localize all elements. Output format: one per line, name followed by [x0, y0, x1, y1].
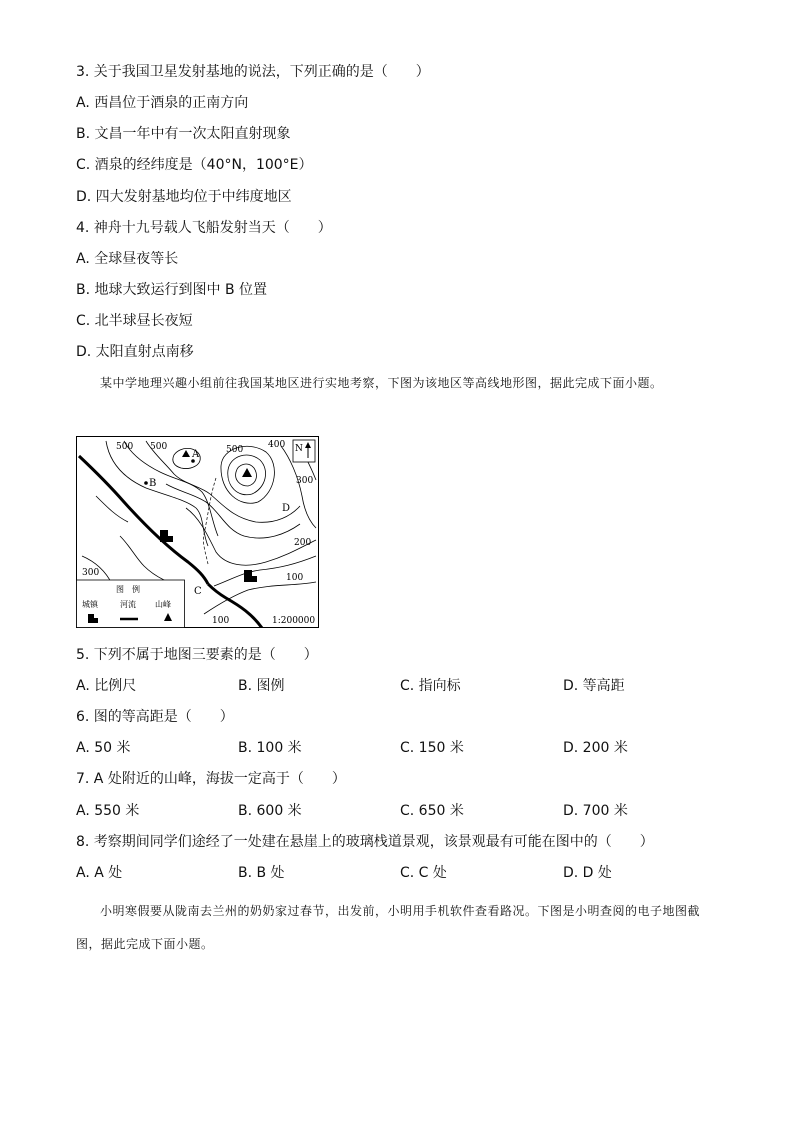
- point-b-label: B: [149, 478, 157, 489]
- q7-option-b: B. 600 米: [238, 803, 302, 819]
- legend-title: 图 例: [116, 585, 140, 594]
- q3-option-b: B. 文昌一年中有一次太阳直射现象: [76, 126, 291, 142]
- q4-stem: 4. 神舟十九号载人飞船发射当天（ ）: [76, 220, 332, 236]
- intro-paragraph-1: 某中学地理兴趣小组前往我国某地区进行实地考察，下图为该地区等高线地形图，据此完成下面小题。: [100, 376, 663, 390]
- q8-stem: 8. 考察期间同学们途经了一处建在悬崖上的玻璃栈道景观，该景观最有可能在图中的（ ）: [76, 834, 654, 850]
- q6-option-c: C. 150 米: [400, 740, 464, 756]
- q8-option-c: C. C 处: [400, 865, 447, 881]
- q3-option-c: C. 酒泉的经纬度是（40°N，100°E）: [76, 157, 313, 173]
- q5-option-b: B. 图例: [238, 678, 285, 694]
- contour-label-100: 100: [286, 573, 304, 583]
- contour-map: [76, 436, 319, 628]
- contour-label-500: 500: [150, 442, 168, 452]
- q5-option-c: C. 指向标: [400, 678, 461, 694]
- q8-option-d: D. D 处: [563, 865, 612, 881]
- q6-option-a: A. 50 米: [76, 740, 131, 756]
- q3-option-a: A. 西昌位于酒泉的正南方向: [76, 95, 249, 111]
- q5-stem: 5. 下列不属于地图三要素的是（ ）: [76, 647, 318, 663]
- q7-option-d: D. 700 米: [563, 803, 628, 819]
- legend-river-label: 河流: [120, 600, 136, 609]
- point-a-label: A: [192, 449, 200, 460]
- contour-label-200: 200: [294, 538, 312, 548]
- north-label: N: [295, 444, 303, 454]
- q3-option-d: D. 四大发射基地均位于中纬度地区: [76, 189, 292, 205]
- q5-option-a: A. 比例尺: [76, 678, 137, 694]
- legend-town-label: 城镇: [82, 600, 98, 609]
- q8-option-b: B. B 处: [238, 865, 285, 881]
- q6-stem: 6. 图的等高距是（ ）: [76, 709, 234, 725]
- map-legend: [77, 580, 185, 628]
- q3-stem: 3. 关于我国卫星发射基地的说法，下列正确的是（ ）: [76, 64, 430, 80]
- q4-option-d: D. 太阳直射点南移: [76, 344, 194, 360]
- q4-option-a: A. 全球昼夜等长: [76, 251, 179, 267]
- contour-label-100: 100: [212, 616, 230, 626]
- q8-option-a: A. A 处: [76, 865, 123, 881]
- point-b-marker: [144, 481, 148, 485]
- q7-stem: 7. A 处附近的山峰，海拔一定高于（ ）: [76, 771, 346, 787]
- q4-option-b: B. 地球大致运行到图中 B 位置: [76, 282, 268, 298]
- q4-option-c: C. 北半球昼长夜短: [76, 313, 193, 329]
- map-scale: 1:200000: [272, 616, 316, 626]
- contour-label-300: 300: [82, 568, 100, 578]
- q7-option-c: C. 650 米: [400, 803, 464, 819]
- point-c-label: C: [194, 586, 202, 597]
- contour-label-300: 300: [296, 476, 314, 486]
- legend-peak-label: 山峰: [155, 600, 171, 609]
- contour-label-500: 500: [226, 445, 244, 455]
- contour-label-400: 400: [268, 440, 286, 450]
- contour-label-500: 500: [116, 442, 134, 452]
- intro-paragraph-2: 小明寒假要从陇南去兰州的奶奶家过春节，出发前，小明用手机软件查看路况。下图是小明查阅的电子地图截图，据此完成下面小题。: [76, 904, 701, 951]
- q7-option-a: A. 550 米: [76, 803, 140, 819]
- q6-option-b: B. 100 米: [238, 740, 302, 756]
- point-d-label: D: [282, 503, 291, 514]
- q6-option-d: D. 200 米: [563, 740, 628, 756]
- q5-option-d: D. 等高距: [563, 678, 625, 694]
